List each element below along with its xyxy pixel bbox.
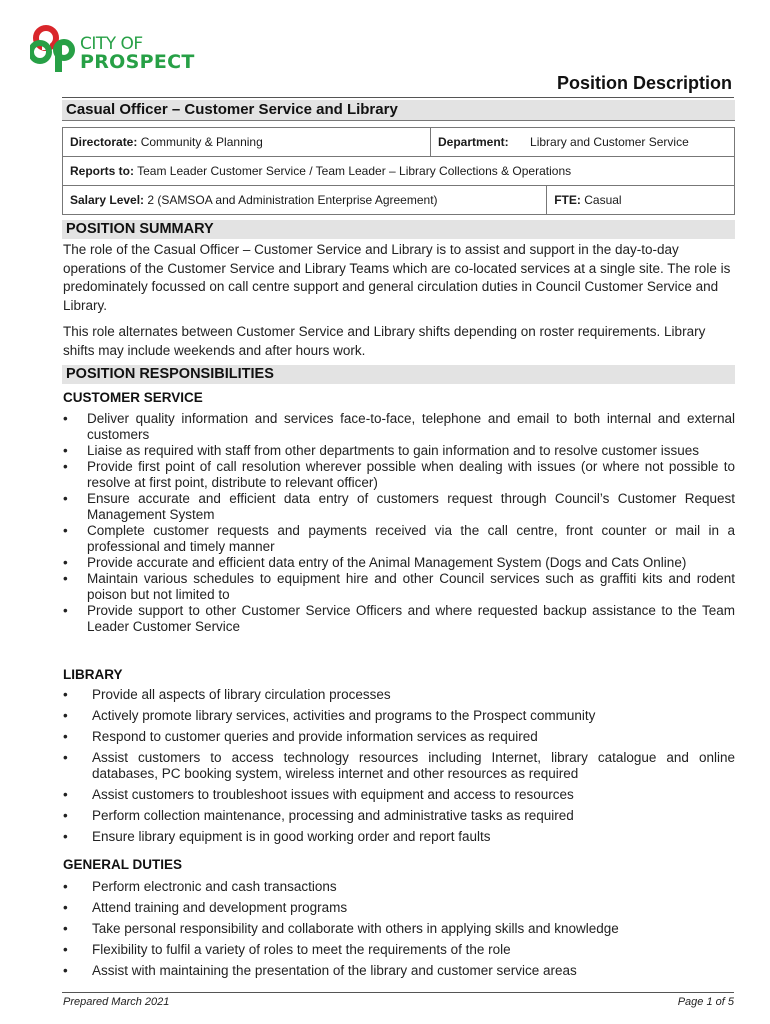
general-duties-heading: GENERAL DUTIES xyxy=(63,857,183,872)
list-item-text: Flexibility to fulfil a variety of roles to meet the requirements of the role xyxy=(92,942,511,957)
list-item xyxy=(63,603,735,635)
list-item-text: Provide first point of call resolution wherever possible when dealing with issues (or where not possible to resolve at first point, distribute to relevant officer) xyxy=(87,459,735,490)
list-item xyxy=(63,879,735,895)
list-item xyxy=(63,523,735,555)
list-item xyxy=(63,687,735,703)
list-item-text: Ensure library equipment is in good working order and report faults xyxy=(92,829,491,844)
page-number: Page 1 of 5 xyxy=(677,996,734,1008)
list-item xyxy=(63,921,735,937)
bullet-icon: • xyxy=(63,523,68,538)
bullet-icon: • xyxy=(63,491,68,506)
bullet-icon: • xyxy=(63,942,68,957)
list-item-text: Respond to customer queries and provide information services as required xyxy=(92,729,538,744)
title-divider xyxy=(62,97,734,98)
list-item-text: Deliver quality information and services face-to-face, telephone and email to both internal and external customers xyxy=(87,411,735,442)
library-heading: LIBRARY xyxy=(63,667,123,682)
directorate-cell xyxy=(63,128,431,157)
bullet-icon: • xyxy=(63,411,68,426)
reports-to-value: Team Leader Customer Service / Team Leader – Library Collections & Operations xyxy=(137,164,572,178)
list-item xyxy=(63,411,735,443)
prepared-date: Prepared March 2021 xyxy=(63,996,170,1008)
list-item-text: Perform electronic and cash transactions xyxy=(92,879,337,894)
list-item-text: Assist with maintaining the presentation of the library and customer service areas xyxy=(92,963,577,978)
list-item xyxy=(63,443,735,459)
general-duties-list xyxy=(63,879,735,984)
customer-service-list xyxy=(63,411,735,635)
directorate-label: Directorate: xyxy=(70,135,138,149)
list-item-text: Provide accurate and efficient data entry of the Animal Management System (Dogs and Cats Online) xyxy=(87,555,687,570)
fte-value: Casual xyxy=(584,193,622,207)
list-item-text: Attend training and development programs xyxy=(92,900,348,915)
bullet-icon: • xyxy=(63,555,68,570)
bullet-icon: • xyxy=(63,443,68,458)
list-item xyxy=(63,491,735,523)
list-item-text: Assist customers to access technology resources including Internet, library catalogue and online databases, PC booking system, wireless internet and other resources as required xyxy=(92,750,735,781)
list-item-text: Ensure accurate and efficient data entry of customers request through Council’s Customer Request Management System xyxy=(87,491,735,522)
footer-divider xyxy=(62,992,734,993)
bullet-icon: • xyxy=(63,921,68,936)
list-item xyxy=(63,571,735,603)
list-item xyxy=(63,900,735,916)
bullet-icon: • xyxy=(63,787,68,802)
list-item-text: Take personal responsibility and collaborate with others in applying skills and knowledge xyxy=(92,921,619,936)
list-item-text: Maintain various schedules to equipment hire and other Council services such as graffiti kits and rodent poison but not limited to xyxy=(87,571,735,602)
department-label: Department: xyxy=(438,135,509,149)
list-item xyxy=(63,829,735,845)
fte-cell xyxy=(547,186,735,215)
salary-level-cell xyxy=(63,186,547,215)
list-item xyxy=(63,459,735,491)
bullet-icon: • xyxy=(63,729,68,744)
bullet-icon: • xyxy=(63,571,68,586)
department-cell xyxy=(431,128,735,157)
list-item-text: Provide support to other Customer Service Officers and where requested backup assistance to the Team Leader Customer Service xyxy=(87,603,735,634)
list-item xyxy=(63,963,735,979)
fte-label: FTE: xyxy=(554,193,581,207)
list-item-text: Perform collection maintenance, processing and administrative tasks as required xyxy=(92,808,574,823)
position-responsibilities-heading: POSITION RESPONSIBILITIES xyxy=(62,365,735,384)
bullet-icon: • xyxy=(63,603,68,618)
bullet-icon: • xyxy=(63,879,68,894)
list-item xyxy=(63,787,735,803)
logo-mark-icon xyxy=(30,24,78,74)
list-item-text: Provide all aspects of library circulation processes xyxy=(92,687,391,702)
list-item-text: Assist customers to troubleshoot issues with equipment and access to resources xyxy=(92,787,574,802)
summary-paragraph-2: This role alternates between Customer Service and Library shifts depending on roster requirements. Library shifts may include weekends and after hours work. xyxy=(63,324,706,358)
position-summary-heading: POSITION SUMMARY xyxy=(62,220,735,239)
bullet-icon: • xyxy=(63,900,68,915)
bullet-icon: • xyxy=(63,708,68,723)
bullet-icon: • xyxy=(63,963,68,978)
reports-to-cell xyxy=(63,157,735,186)
department-value: Library and Customer Service xyxy=(530,135,689,149)
list-item xyxy=(63,729,735,745)
salary-level-label: Salary Level: xyxy=(70,193,145,207)
logo-text-city-of: CITY OF xyxy=(80,34,143,54)
bullet-icon: • xyxy=(63,687,68,702)
list-item-text: Actively promote library services, activities and programs to the Prospect community xyxy=(92,708,596,723)
list-item-text: Liaise as required with staff from other departments to gain information and to resolve customer issues xyxy=(87,443,700,458)
summary-paragraph-1: The role of the Casual Officer – Customer Service and Library is to assist and support in the day-to-day operations of the Customer Service and Library Teams which are co-located services at a single site. The role is predominately focussed on call centre support and general circulation duties in Council Customer Service and Library. xyxy=(63,242,731,313)
bullet-icon: • xyxy=(63,829,68,844)
position-info-table xyxy=(62,127,735,215)
logo-text-prospect: PROSPECT xyxy=(80,51,195,73)
bullet-icon: • xyxy=(63,459,68,474)
library-list xyxy=(63,687,735,850)
list-item xyxy=(63,942,735,958)
salary-level-value: 2 (SAMSOA and Administration Enterprise Agreement) xyxy=(147,193,438,207)
list-item xyxy=(63,750,735,782)
directorate-value: Community & Planning xyxy=(140,135,263,149)
list-item xyxy=(63,555,735,571)
bullet-icon: • xyxy=(63,750,68,765)
list-item-text: Complete customer requests and payments received via the call centre, front counter or mail in a professional and timely manner xyxy=(87,523,735,554)
document-title: Position Description xyxy=(556,73,732,93)
customer-service-heading: CUSTOMER SERVICE xyxy=(63,390,203,405)
city-of-prospect-logo xyxy=(30,24,220,74)
job-title-band: Casual Officer – Customer Service and Library xyxy=(62,100,735,121)
bullet-icon: • xyxy=(63,808,68,823)
list-item xyxy=(63,808,735,824)
reports-to-label: Reports to: xyxy=(70,164,134,178)
list-item xyxy=(63,708,735,724)
